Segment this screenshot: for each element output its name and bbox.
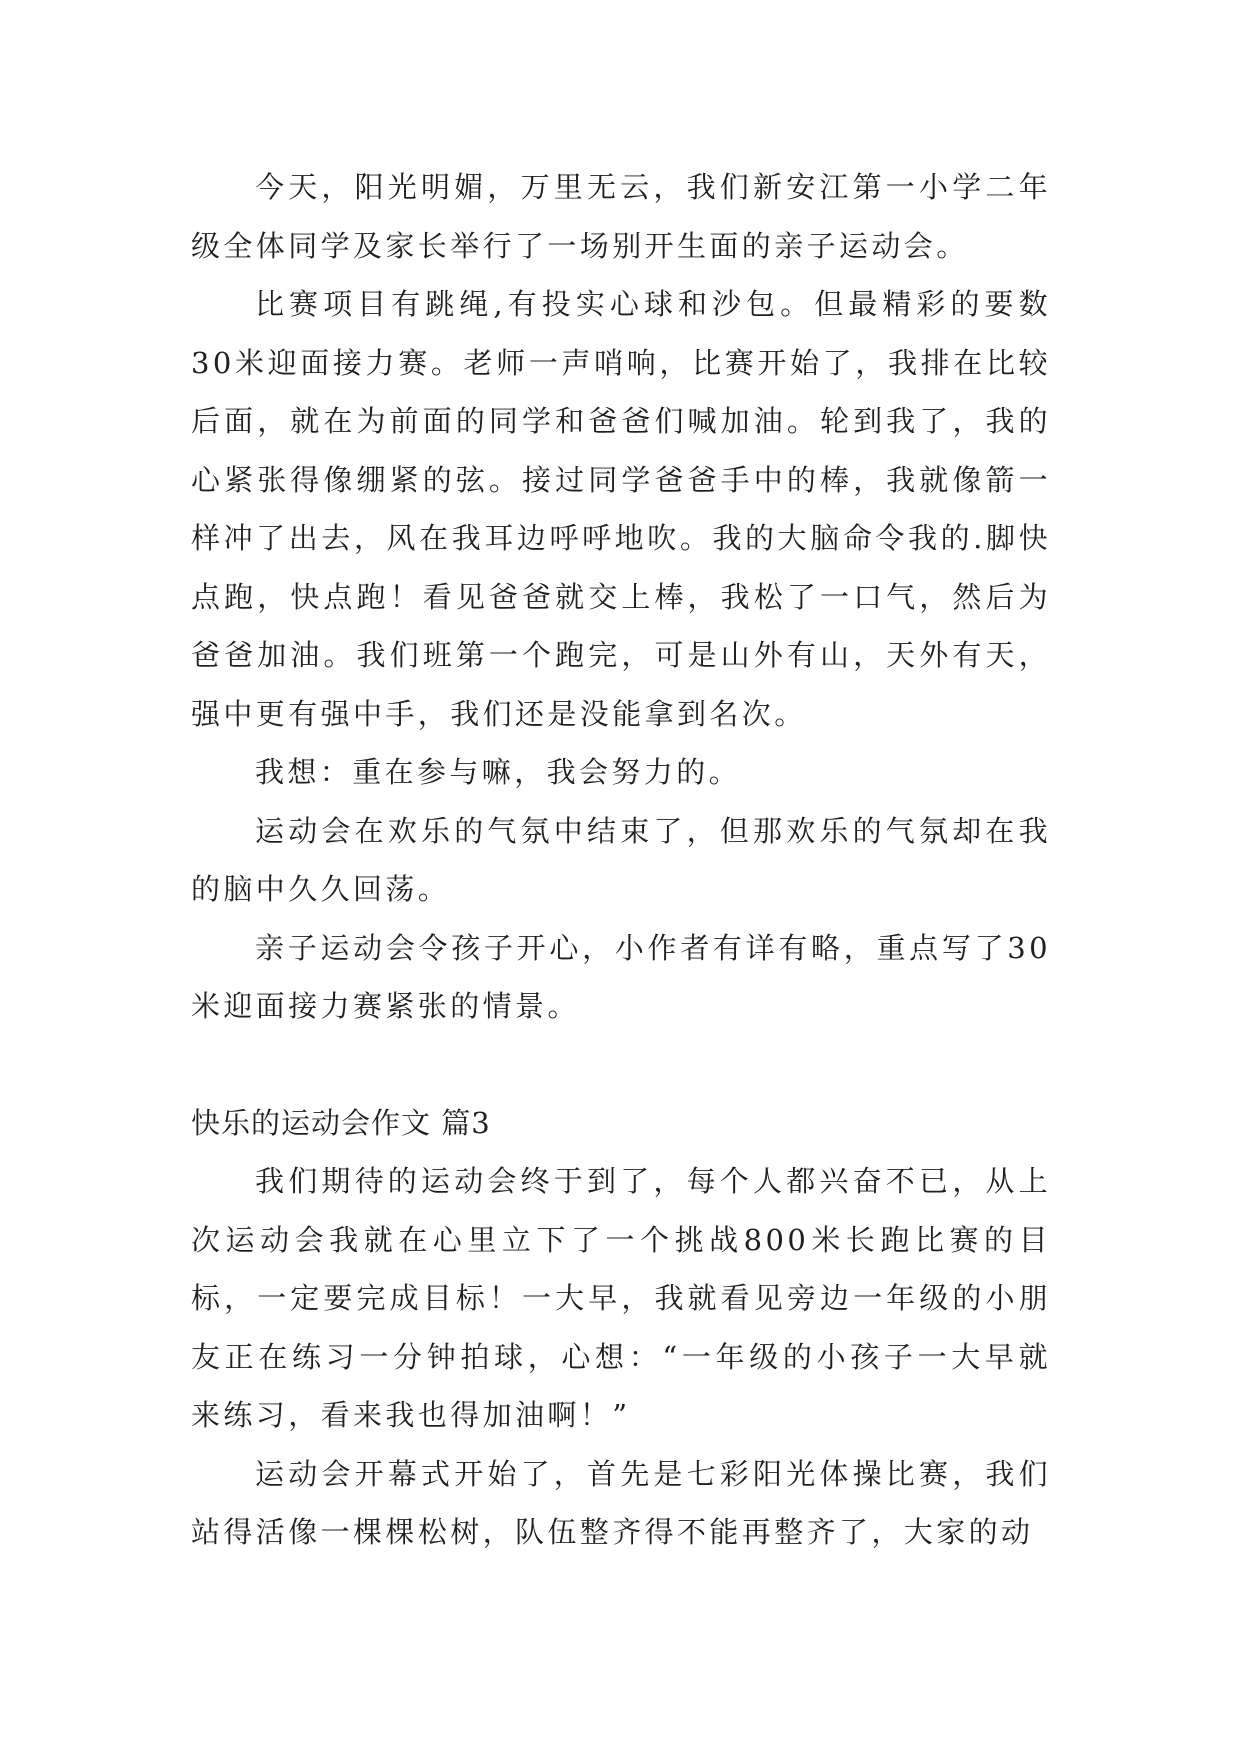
paragraph-essay3-intro: 我们期待的运动会终于到了，每个人都兴奋不已，从上次运动会我就在心里立下了一个挑战800米长跑比赛的目标，一定要完成目标！一大早，我就看见旁边一年级的小朋友正在练习一分钟拍球，心想：“一年级的小孩子一大早就来练习，看来我也得加油啊！”	[191, 1164, 1051, 1432]
paragraph-ending: 运动会在欢乐的气氛中结束了，但那欢乐的气氛却在我的脑中久久回荡。	[191, 813, 1051, 906]
paragraph-comment: 亲子运动会令孩子开心，小作者有详有略，重点写了30米迎面接力赛紧张的情景。	[191, 930, 1051, 1023]
paragraph-thought: 我想：重在参与嘛，我会努力的。	[255, 755, 742, 789]
article-body	[191, 158, 1051, 1562]
paragraph-relay-race: 比赛项目有跳绳,有投实心球和沙包。但最精彩的要数30米迎面接力赛。老师一声哨响，比赛开始了，我排在比较后面，就在为前面的同学和爸爸们喊加油。轮到我了，我的心紧张得像绷紧的弦。接过同学爸爸手中的棒，我就像箭一样冲了出去，风在我耳边呼呼地吹。我的大脑命令我的.脚快点跑，快点跑！看见爸爸就交上棒，我松了一口气，然后为爸爸加油。我们班第一个跑完，可是山外有山，天外有天，强中更有强中手，我们还是没能拿到名次。	[191, 287, 1051, 731]
section-heading: 快乐的运动会作文 篇3	[191, 1105, 491, 1140]
paragraph-intro: 今天，阳光明媚，万里无云，我们新安江第一小学二年级全体同学及家长举行了一场别开生面的亲子运动会。	[191, 170, 1051, 263]
paragraph-essay3-opening: 运动会开幕式开始了，首先是七彩阳光体操比赛，我们站得活像一棵棵松树，队伍整齐得不能再整齐了，大家的动	[191, 1456, 1051, 1549]
